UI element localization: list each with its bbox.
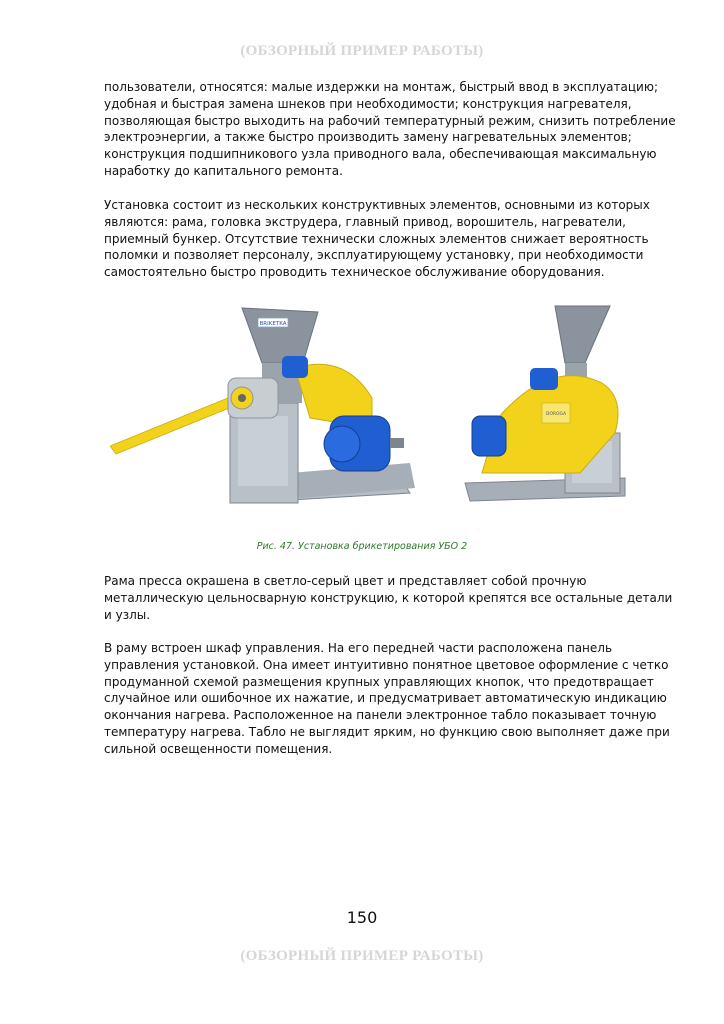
machine-side-view (110, 308, 415, 503)
paragraph-components: Установка состоит из нескольких конструктивных элементов, основными из которых являются: рама, головка экструдера, главный привод, ворошитель, нагреватели, приемный бункер. Отсутствие технически сложных элементов снижает вероятность поломки и позволяет персоналу, эксплуатирующему установку, при необходимости самостоятельно быстро проводить техническое обслуживание оборудования. (104, 198, 650, 280)
hopper-label: BRIKETKA (259, 321, 287, 327)
paragraph-control-cabinet: В раму встроен шкаф управления. На его передней части расположена панель управления установкой. Она имеет интуитивно понятное цветовое оформление с четко продуманной схемой размещения крупных управляющих кнопок, что предотвращает случайное или ошибочное их нажатие, и предусматривает автоматическую индикацию окончания нагрева. Расположенное на панели электронное табло показывает точную температуру нагрева. Табло не выглядит ярким, но функцию свою выполняет даже при сильной освещенности помещения. (104, 641, 670, 756)
watermark-bottom: (ОБЗОРНЫЙ ПРИМЕР РАБОТЫ) (240, 948, 484, 964)
paragraph-advantages: пользователи, относятся: малые издержки на монтаж, быстрый ввод в эксплуатацию; удобная и быстрая замена шнеков при необходимости; конструкция нагревателя, позволяющая быстро выходить на рабочий температурный режим, снизить потребление электроэнергии, а также быстро производить замену нагревательных элементов; конструкция подшипникового узла приводного вала, обеспечивающая максимальную наработку до капитального ремонта. (104, 80, 676, 178)
figure-caption: Рис. 47. Установка брикетирования УБО 2 (256, 541, 468, 552)
briquetting-machine-photo (110, 298, 630, 533)
plate-text: DOROGA (545, 412, 567, 417)
page-number: 150 (346, 908, 378, 927)
paragraph-frame: Рама пресса окрашена в светло-серый цвет и представляет собой прочную металлическую цельносварную конструкцию, к которой крепятся все остальные детали и узлы. (104, 574, 673, 622)
machine-front-view (465, 306, 625, 501)
watermark-top: (ОБЗОРНЫЙ ПРИМЕР РАБОТЫ) (240, 43, 484, 59)
